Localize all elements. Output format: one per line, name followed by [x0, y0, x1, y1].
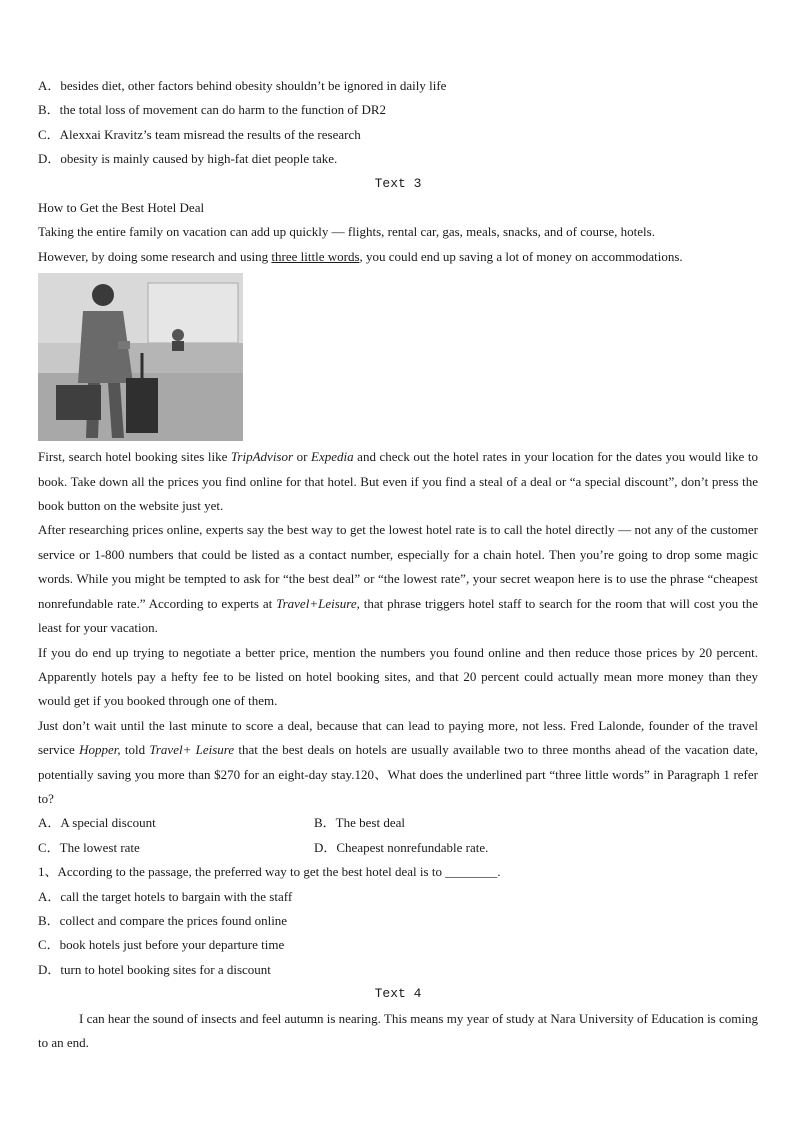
q1-option-b: B．collect and compare the prices found online [38, 912, 288, 928]
option-a: A．besides diet, other factors behind obesity shouldn’t be ignored in daily life [38, 78, 447, 93]
q120-option-a: A．A special discount [38, 815, 156, 831]
q1-option-d: D．turn to hotel booking sites for a discount [38, 961, 271, 977]
text3-paragraph-4: Just don’t wait until the last minute to score a deal, because that can lead to paying more, not less. Fred Lalonde, founder of the travel service Hopper, told Travel+ Leisure that the best deals on hotels are usually available two to three months ahead of the vacation date, potentially saving you more than $270 for an eight-day stay.120、What does the underlined part “three little words” in Paragraph 1 refer to? [38, 717, 759, 806]
option-b: B．the total loss of movement can do harm to the function of DR2 [38, 102, 387, 118]
q120-options-row1 [38, 811, 758, 835]
text3-heading: Text 3 [374, 175, 422, 191]
q1-stem: 1、According to the passage, the preferred way to get the best hotel deal is to ________. [38, 864, 501, 880]
text3-paragraph-2: After researching prices online, experts say the best way to get the lowest hotel rate is to call the hotel directly — not any of the customer service or 1-800 numbers that could be listed as a contact number, especially for a chain hotel. Then you’re going to drop some magic words. While you might be tempted to ask for “the best deal” or “the lowest rate”, your secret weapon here is to use the phrase “cheapest nonrefundable rate.” According to experts at Travel+Leisure, that phrase triggers hotel staff to search for the room that will cost you the least for your vacation. [38, 522, 758, 636]
underlined-phrase: three little words [271, 248, 360, 264]
hotel-traveler-photo [38, 273, 243, 441]
text4-heading: Text 4 [374, 986, 422, 1002]
option-d: D．obesity is mainly caused by high-fat diet people take. [38, 151, 338, 167]
text3-intro-line2: However, by doing some research and using three little words, you could end up saving a lot of money on accommodations. [38, 248, 683, 264]
text4-paragraph-1: I can hear the sound of insects and feel autumn is nearing. This means my year of study at Nara University of Education is coming to an end. [38, 1010, 758, 1050]
q120-option-d: D．Cheapest nonrefundable rate. [314, 839, 489, 855]
text3-paragraph-3: If you do end up trying to negotiate a better price, mention the numbers you found online and then reduce those prices by 20 percent. Apparently hotels pay a hefty fee to be listed on hotel booking sites, and that 20 percent could actually mean more money than they would get if you booked through one of them. [38, 644, 758, 709]
q1-option-a: A．call the target hotels to bargain with the staff [38, 888, 293, 904]
text3-title: How to Get the Best Hotel Deal [38, 200, 205, 216]
q120-option-b: B．The best deal [314, 815, 405, 831]
hotel-photo-illustration [38, 273, 243, 441]
q1-option-c: C．book hotels just before your departure time [38, 937, 285, 953]
q120-options-row2 [38, 836, 758, 860]
q120-option-c: C．The lowest rate [38, 839, 140, 855]
text3-paragraph-1: First, search hotel booking sites like TripAdvisor or Expedia and check out the hotel rates in your location for the dates you would like to book. Take down all the prices you find online for that hotel. But even if you find a steal of a deal or “a special discount”, don’t press the book button on the website just yet. [38, 449, 758, 514]
option-c: C．Alexxai Kravitz’s team misread the results of the research [38, 126, 361, 142]
document-page [38, 74, 758, 1055]
text3-intro-line1: Taking the entire family on vacation can add up quickly — flights, rental car, gas, meals, snacks, and of course, hotels. [38, 224, 655, 240]
